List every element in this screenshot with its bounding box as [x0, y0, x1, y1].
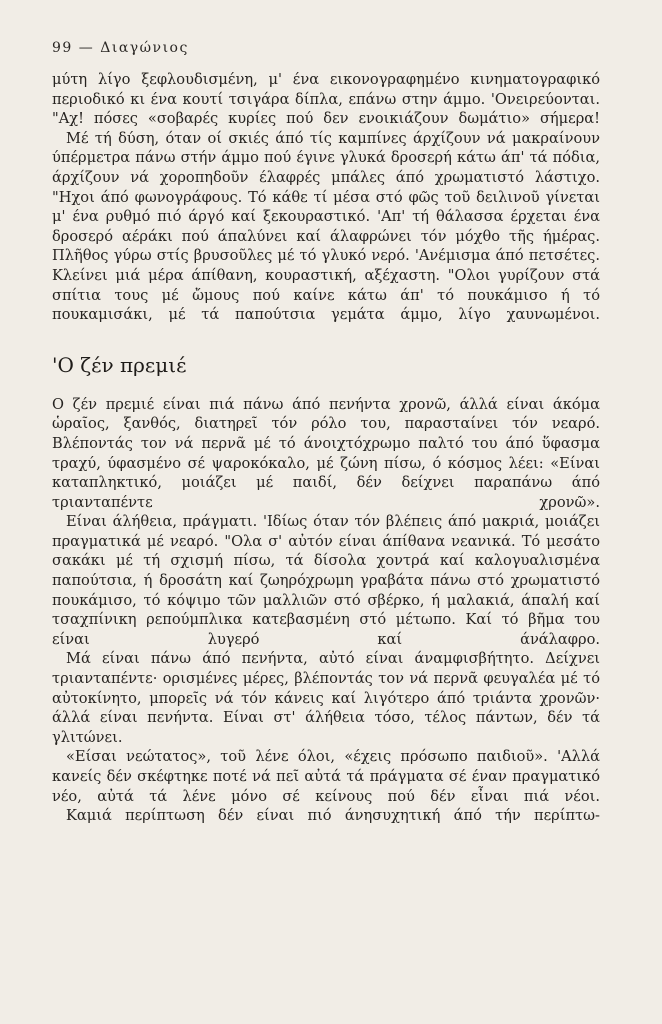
paragraph: μύτη λίγο ξεφλουδισμένη, μ' ένα εικονογραφημένο κινηματογραφικό περιοδικό κι ένα κουτί τσιγάρα δίπλα, επάνω στην άμμο. 'Ονειρεύονται. "Αχ! πόσες «σοβαρές κυρίες πού δεν ενοικιάζουν δωμάτιο» σήμερα! — [52, 71, 600, 128]
paragraph: Μά είναι πάνω άπό πενήντα, αὐτό είναι άναμφισβήτητο. Δείχνει τριανταπέντε· ορισμένες μέρες, βλέποντάς τον νά περνᾶ φευγαλέα μέ τό αὐτοκίνητο, μπορεῖς νά τόν κάνεις καί λιγότερο άπό τριάντα χρονῶν· άλλά είναι πενήντα. Είναι στ' άλήθεια τόσο, τέλος πάντων, δέν τά γλιτώνει. — [52, 650, 600, 746]
paragraph: Ο ζέν πρεμιέ είναι πιά πάνω άπό πενήντα χρονῶ, άλλά είναι άκόμα ὡραῖος, ξανθός, διατηρεῖ τόν ρόλο του, παρασταίνει τόν νεαρό. Βλέποντάς τον νά περνᾶ μέ τό άνοιχτόχρωμο παλτό του άπό ὕφασμα τραχύ, ύφασμένο σέ ψαροκόκαλο, μέ ζώνη πίσω, ό κόσμος λέει: «Είναι καταπληκτικό, μοιάζει μέ παιδί, δέν δείχνει παραπάνω άπό τριανταπέντε χρονῶ». — [52, 395, 600, 511]
paragraph: Είναι άλήθεια, πράγματι. 'Ιδίως όταν τόν βλέπεις άπό μακριά, μοιάζει πραγματικά μέ νεαρό. "Ολα σ' αὐτόν είναι άπίθανα νεανικά. Τό μεσάτο σακάκι μέ τή σχισμή πίσω, τά δίσολα χοντρά καί καλογυαλισμένα παπούτσια, ή δροσάτη καί ζωηρόχρωμη γραβάτα πάνω στό χρωματιστό πουκάμισο, τό κόψιμο τῶν μαλλιῶν στό σβέρκο, ή μαλακιά, άπαλή καί τσαχπίνικη ρεπούμπλικα κατεβασμένη στό μέτωπο. Καί τό βῆμα του είναι λυγερό καί άνάλαφρο. — [52, 513, 600, 648]
paragraph: «Είσαι νεώτατος», τοῦ λένε όλοι, «έχεις πρόσωπο παιδιοῦ». 'Αλλά κανείς δέν σκέφτηκε ποτέ νά πεῖ αὐτά τά πράγματα σέ έναν πραγματικό νέο, αὐτά τά λένε μόνο σέ κείνους πού δέν εἶναι πιά νέοι. — [52, 748, 600, 805]
section-title: 'Ο ζέν πρεμιέ — [52, 352, 187, 377]
paragraph: Καμιά περίπτωση δέν είναι πιό άνησυχητική άπό τήν περίπτω- — [66, 807, 600, 825]
running-head: 99 — Διαγώνιος — [52, 40, 189, 56]
paragraph: Μέ τή δύση, όταν οί σκιές άπό τίς καμπίνες άρχίζουν νά μακραίνουν ύπέρμετρα πάνω στήν άμμο πού έγινε γλυκά δροσερή κάτω άπ' τά πόδια, άρχίζουν νά χοροπηδοῦν έλαφρές μπάλες άπό χρωματιστό λάστιχο. "Ηχοι άπό φωνογράφους. Τό κάθε τί μέσα στό φῶς τοῦ δειλινοῦ γίνεται μ' ένα ρυθμό πιό άργό καί ξεκουραστικό. 'Απ' τή θάλασσα έρχεται ένα δροσερό αέράκι πού άπαλύνει καί άλαφρώνει τόν μόχθο τῆς ήμέρας. Πλῆθος γύρω στίς βρυσοῦλες μέ τό γλυκό νερό. 'Ανέμισμα άπό πετσέτες. Κλείνει μιά μέρα άπίθανη, κουραστική, αξέχαστη. "Ολοι γυρίζουν στά σπίτια τους μέ ὤμους πού καίνε κάτω άπ' τό πουκάμισο ή τό πουκαμισάκι, μέ τά παπούτσια γεμάτα άμμο, λίγο χαυνωμένοι. — [52, 129, 600, 324]
